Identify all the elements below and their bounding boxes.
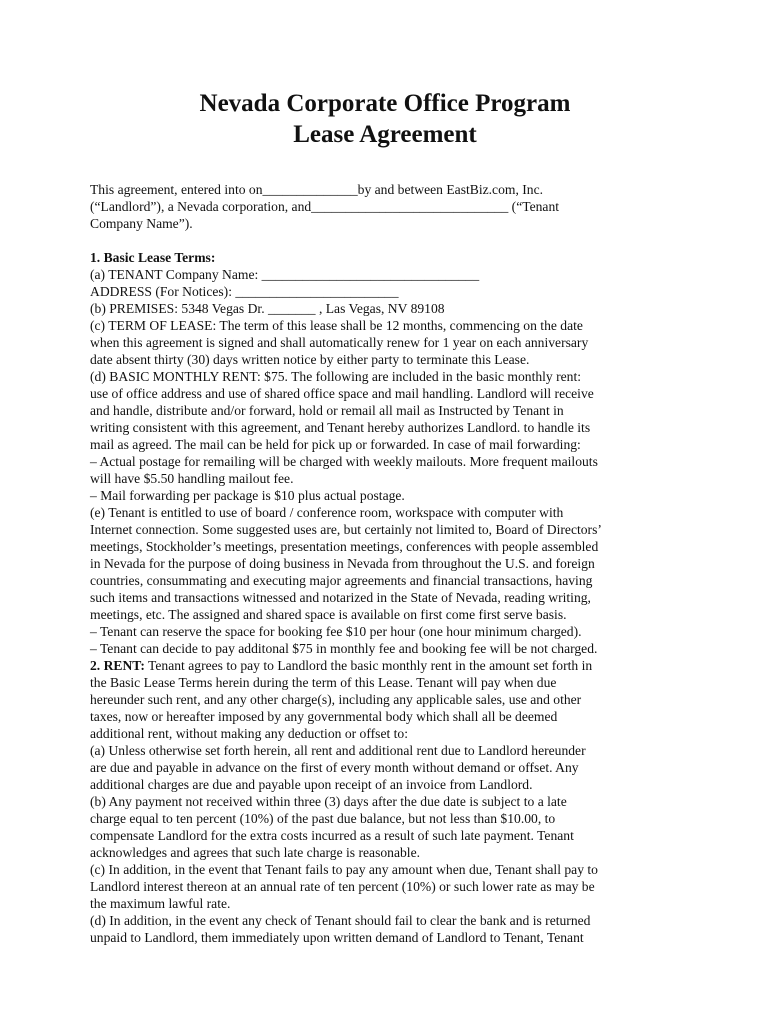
text-line: additional rent, without making any deduction or offset to:	[90, 726, 409, 741]
text-line: (c) TERM OF LEASE: The term of this lease shall be 12 months, commencing on the date	[90, 318, 583, 333]
text-line: acknowledges and agrees that such late charge is reasonable.	[90, 845, 421, 860]
text-line: such items and transactions witnessed and notarized in the State of Nevada, reading writing,	[90, 590, 591, 605]
text-line: – Mail forwarding per package is $10 plus actual postage.	[90, 488, 405, 503]
text-line: meetings, etc. The assigned and shared space is available on first come first serve basis.	[90, 607, 567, 622]
section-heading-rent: 2. RENT: Tenant agrees to pay to Landlord the basic monthly rent in the amount set forth in	[90, 658, 593, 673]
text-line: ADDRESS (For Notices): ________________________	[90, 284, 399, 299]
text-line: – Tenant can decide to pay additonal $75 in monthly fee and booking fee will be not charged.	[90, 641, 598, 656]
text-line: in Nevada for the purpose of doing business in Nevada from throughout the U.S. and foreign	[90, 556, 595, 571]
text-line: Landlord interest thereon at an annual rate of ten percent (10%) or such lower rate as may be	[90, 879, 595, 894]
text-line: (“Landlord”), a Nevada corporation, and_____________________________ (“Tenant	[90, 199, 560, 214]
text-line: This agreement, entered into on______________by and between EastBiz.com, Inc.	[90, 182, 544, 197]
text-line: the maximum lawful rate.	[90, 896, 231, 911]
text-line: countries, consummating and executing major agreements and financial transactions, having	[90, 573, 593, 588]
text-line: (b) Any payment not received within three (3) days after the due date is subject to a late	[90, 794, 567, 809]
text-line: the Basic Lease Terms herein during the term of this Lease. Tenant will pay when due	[90, 675, 557, 690]
text-line: (c) In addition, in the event that Tenant fails to pay any amount when due, Tenant shall pay to	[90, 862, 598, 877]
text-line: when this agreement is signed and shall automatically renew for 1 year on each anniversary	[90, 335, 589, 350]
text-line: date absent thirty (30) days written notice by either party to terminate this Lease.	[90, 352, 530, 367]
text-line: use of office address and use of shared office space and mail handling. Landlord will receive	[90, 386, 594, 401]
section-heading: 1. Basic Lease Terms:	[90, 250, 216, 265]
text-line: taxes, now or hereafter imposed by any governmental body which shall all be deemed	[90, 709, 558, 724]
text-line: compensate Landlord for the extra costs incurred as a result of such late payment. Tenant	[90, 828, 574, 843]
text-line: – Tenant can reserve the space for booking fee $10 per hour (one hour minimum charged).	[90, 624, 582, 639]
text-line: will have $5.50 handling mailout fee.	[90, 471, 294, 486]
document-title-line-1: Nevada Corporate Office Program	[199, 90, 571, 117]
text-line: (e) Tenant is entitled to use of board / conference room, workspace with computer with	[90, 505, 564, 520]
text-line: Internet connection. Some suggested uses are, but certainly not limited to, Board of Directors’	[90, 522, 602, 537]
text-line: (b) PREMISES: 5348 Vegas Dr. _______ , Las Vegas, NV 89108	[90, 301, 445, 316]
text-line: (a) TENANT Company Name: ________________________________	[90, 267, 480, 282]
text-line: Company Name”).	[90, 216, 193, 231]
text-line: additional charges are due and payable upon receipt of an invoice from Landlord.	[90, 777, 533, 792]
text-line: charge equal to ten percent (10%) of the past due balance, but not less than $10.00, to	[90, 811, 556, 826]
text-line: and handle, distribute and/or forward, hold or remail all mail as Instructed by Tenant in	[90, 403, 564, 418]
text-line: (a) Unless otherwise set forth herein, all rent and additional rent due to Landlord hereunder	[90, 743, 586, 758]
text-line: (d) In addition, in the event any check of Tenant should fail to clear the bank and is returned	[90, 913, 591, 928]
text-line: meetings, Stockholder’s meetings, presentation meetings, conferences with people assembled	[90, 539, 599, 554]
text-line: – Actual postage for remailing will be charged with weekly mailouts. More frequent mailouts	[90, 454, 598, 469]
text-line: mail as agreed. The mail can be held for pick up or forwarded. In case of mail forwarding:	[90, 437, 581, 452]
text-line: unpaid to Landlord, them immediately upon written demand of Landlord to Tenant, Tenant	[90, 930, 584, 945]
text-line: (d) BASIC MONTHLY RENT: $75. The following are included in the basic monthly rent:	[90, 369, 582, 384]
document-title-line-2: Lease Agreement	[293, 121, 477, 148]
text-line: writing consistent with this agreement, and Tenant hereby authorizes Landlord. to handle its	[90, 420, 591, 435]
text-line: are due and payable in advance on the first of every month without demand or offset. Any	[90, 760, 579, 775]
text-line: hereunder such rent, and any other charge(s), including any applicable sales, use and other	[90, 692, 582, 707]
